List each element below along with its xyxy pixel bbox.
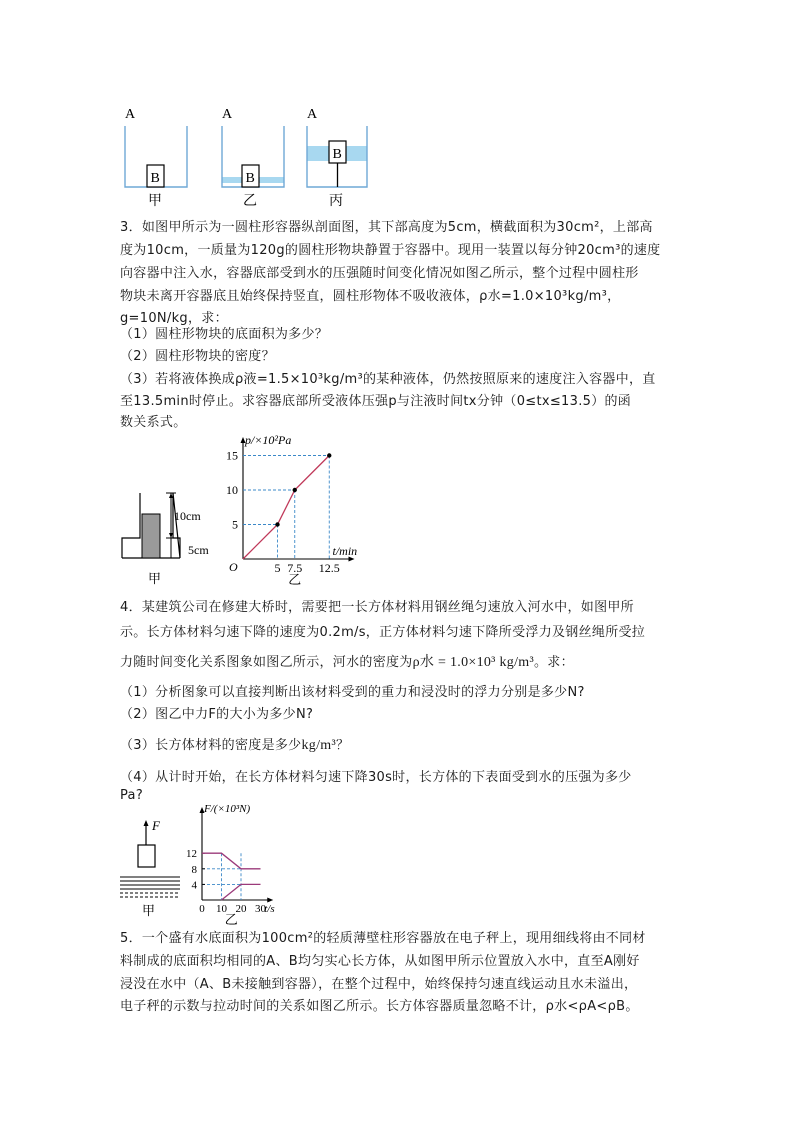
q5-line-2: 料制成的底面积均相同的A、B均匀实心长方体，从如图甲所示位置放入水中，直至A刚好 bbox=[120, 954, 640, 969]
q3-sub-2: （2）圆柱形物块的密度？ bbox=[120, 349, 275, 364]
x-tick-label: 30 bbox=[255, 903, 266, 915]
density-unit: kg/m³ bbox=[301, 738, 336, 753]
q4-sub-1: （1）分析图象可以直接判断出该材料受到的重力和浸没时的浮力分别是多少N? bbox=[120, 685, 585, 700]
dim-arrow-down bbox=[169, 533, 173, 538]
q4-sub-3-text: （3）长方体材料的密度是多少 bbox=[120, 738, 302, 753]
block-b-label: B bbox=[332, 147, 342, 162]
water-surface bbox=[120, 877, 180, 897]
q3-sub-3b: 至13.5min时停止。求容器底部所受液体压强p与注液时间tx分钟（0≤tx≤13.5）的函 bbox=[120, 394, 632, 409]
origin-label: O bbox=[229, 560, 238, 574]
cup-caption: 丙 bbox=[329, 194, 343, 209]
q4-line-1: 4．某建筑公司在修建大桥时，需要把一长方体材料用钢丝绳匀速放入河水中，如图甲所 bbox=[120, 600, 634, 615]
y-axis-label: F/(×10³N) bbox=[204, 803, 251, 815]
x-tick-label: 10 bbox=[216, 903, 227, 915]
q3-line-2: 度为10cm，一质量为120g的圆柱形物块静置于容器中。现用一装置以每分钟20cm³的速度 bbox=[120, 243, 661, 258]
q3-sub-3c: 数关系式。 bbox=[120, 415, 187, 430]
cup-bing bbox=[307, 107, 367, 209]
cylinder-block bbox=[142, 514, 160, 558]
tension-line bbox=[202, 853, 261, 869]
cup-yi bbox=[222, 107, 284, 209]
q4-sub-4b: Pa? bbox=[120, 788, 144, 803]
y-tick-label: 5 bbox=[232, 517, 238, 532]
q4-line-3-text: 力随时间变化关系图象如图乙所示，河水的密度为 bbox=[120, 655, 413, 670]
q4-sub-3-end: ？ bbox=[335, 738, 350, 753]
x-tick-label: 20 bbox=[235, 903, 247, 915]
q3-line-3: 向容器中注入水，容器底部受到水的压强随时间变化情况如图乙所示，整个过程中圆柱形 bbox=[120, 266, 639, 281]
y-tick-label: 10 bbox=[226, 483, 238, 497]
force-label: F bbox=[152, 818, 160, 833]
q4-line-3 bbox=[120, 653, 574, 672]
q3-sub-3a: （3）若将液体换成ρ液=1.5×10³kg/m³的某种液体，仍然按照原来的速度注入容器中，直 bbox=[120, 372, 656, 387]
q3-line-5: g=10N/kg，求： bbox=[120, 311, 228, 326]
q3-line-4: 物块未离开容器底且始终保持竖直，圆柱形物体不吸收液体，ρ水=1.0×10³kg/m³， bbox=[120, 289, 621, 304]
x-tick-label: 5 bbox=[274, 561, 281, 575]
q3-container-figure bbox=[118, 488, 228, 588]
x-axis-arrow bbox=[267, 898, 273, 903]
cup-caption: 甲 bbox=[148, 194, 162, 209]
y-axis-label: p/×10²Pa bbox=[245, 433, 292, 447]
cups-figure bbox=[115, 102, 375, 214]
block-b-label: B bbox=[150, 171, 160, 186]
cup-a-label: A bbox=[307, 107, 318, 122]
q4-sub-2: （2）图乙中力F的大小为多少N? bbox=[120, 707, 314, 722]
q4-line-2: 示。长方体材料匀速下降的速度为0.2m/s，正方体材料匀速下降所受浮力及钢丝绳所受拉 bbox=[120, 625, 646, 640]
data-point bbox=[327, 453, 331, 457]
data-point bbox=[293, 488, 297, 492]
y-tick-label: 15 bbox=[226, 448, 238, 463]
x-tick-label: 7.5 bbox=[287, 561, 303, 575]
q4-sub-3 bbox=[120, 736, 349, 755]
cuboid-block bbox=[138, 845, 155, 867]
q4-sub-4a: （4）从计时开始，在长方体材料匀速下降30s时，长方体的下表面受到水的压强为多少 bbox=[120, 770, 632, 785]
y-tick-label: 8 bbox=[191, 863, 197, 876]
x-tick-label: 12.5 bbox=[318, 561, 340, 575]
q4-force-chart bbox=[182, 800, 307, 925]
figure-caption: 甲 bbox=[148, 571, 162, 586]
q3-pressure-chart bbox=[225, 432, 400, 587]
q3-line-1: 3．如图甲所示为一圆柱形容器纵剖面图，其下部高度为5cm，横截面积为30cm²，上部高 bbox=[120, 220, 653, 235]
q4-block-figure bbox=[118, 815, 188, 920]
x-axis-label: t/s bbox=[264, 903, 275, 915]
dim-arrow-up bbox=[169, 493, 173, 498]
q5-line-3: 浸没在水中（A、B未接触到容器），在整个过程中，始终保持匀速直线运动且水未溢出， bbox=[120, 977, 638, 992]
data-point bbox=[275, 522, 279, 526]
q3-sub-1: （1）圆柱形物块的底面积为多少？ bbox=[120, 327, 329, 342]
q5-line-1: 5．一个盛有水底面积为100cm²的轻质薄壁柱形容器放在电子秤上，现用细线将由不同材 bbox=[120, 931, 646, 946]
cup-a-label: A bbox=[222, 107, 233, 122]
q4-line-3-end: 。求： bbox=[533, 655, 574, 670]
q5-line-4: 电子秤的示数与拉动时间的关系如图乙所示。长方体容器质量忽略不计，ρ水<ρA<ρB。 bbox=[120, 999, 639, 1014]
water-density-formula: ρ水 = 1.0×10³ kg/m³ bbox=[412, 655, 534, 670]
y-tick-label: 4 bbox=[191, 879, 197, 892]
buoyancy-line bbox=[222, 884, 261, 900]
x-axis-label: t/min bbox=[332, 544, 358, 558]
cup-jia bbox=[125, 107, 187, 209]
chart-caption: 乙 bbox=[224, 912, 238, 927]
block-b-label: B bbox=[245, 171, 255, 186]
cup-caption: 乙 bbox=[243, 194, 257, 209]
dim-label-5cm: 5cm bbox=[188, 543, 209, 557]
y-tick-label: 12 bbox=[186, 848, 197, 861]
force-arrow-head bbox=[144, 820, 149, 826]
figure-caption: 甲 bbox=[142, 903, 156, 918]
cup-a-label: A bbox=[125, 107, 136, 122]
dim-label-10cm: 10cm bbox=[174, 509, 201, 523]
pressure-line bbox=[243, 456, 329, 560]
x-tick-label: 0 bbox=[199, 903, 205, 915]
chart-caption: 乙 bbox=[288, 572, 302, 587]
